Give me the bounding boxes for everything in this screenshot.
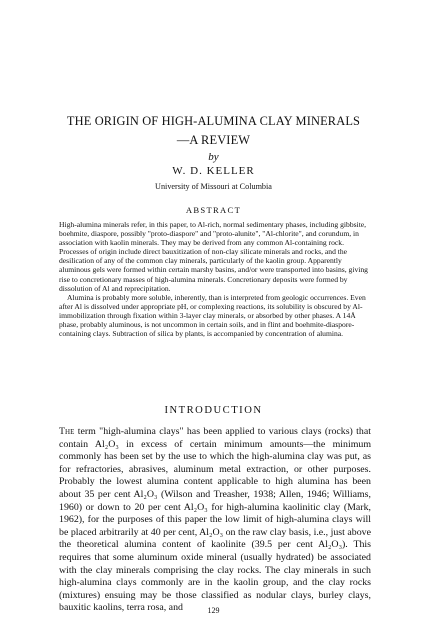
abstract-paragraph-2: Alumina is probably more soluble, inherently, than is interpreted from geologic occurrences. Even after Al is dissolved under appropriate pH, or complexing reactions, its solubility is obscured by Al-immobilization through fixation within 3-layer clay minerals, or absorbed by other phases. A 14Å phase, probably aluminous, is not uncommon in certain soils, and in flint and boehmite-diaspore-containing clays. Subtraction of silica by plants, is accompanied by concentration of alumina. (59, 292, 366, 339)
abstract-heading: ABSTRACT (185, 205, 242, 215)
byline-by: by (208, 151, 219, 163)
introduction-paragraph (59, 426, 371, 615)
introduction-heading: INTRODUCTION (164, 405, 263, 416)
abstract-body (59, 220, 371, 338)
author-affiliation: University of Missouri at Columbia (155, 182, 272, 191)
introduction-lead-word: The (59, 426, 75, 437)
author-name: W. D. KELLER (172, 165, 255, 177)
paper-title-line-2: —A REVIEW (176, 133, 251, 147)
page-number: 129 (207, 606, 220, 615)
introduction-text: term "high-alumina clays" has been applied to various clays (rocks) that contain Al₂O₃ in excess of certain minimum amounts—the minimum commonly has been set by the use to which the high-alumina clay was put, as for refractories, abrasives, aluminum metal extraction, or other purposes. Probably the lowest alumina content applicable to high alumina has been about 35 per cent Al₂O₃ (Wilson and Treasher, 1938; Allen, 1946; Williams, 1960) or down to 20 per cent Al₂O₃ for high-alumina kaolinitic clay (Mark, 1962), for the purposes of this paper the low limit of high-alumina clays will be placed arbitrarily at 40 per cent, Al₂O₃ on the raw clay basis, i.e., just above the theoretical alumina content of kaolinite (39.5 per cent Al₂O₃). This requires that some aluminum oxide mineral (usually hydrated) be associated with the clay minerals comprising the clay rocks. The clay minerals in such high-alumina clays commonly are in the kaolin group, and the clay rocks (mixtures) ensuing may be those classified as nodular clays, burley clays, bauxitic kaolins, terra rosa, and (59, 426, 371, 614)
abstract-paragraph-1: High-alumina minerals refer, in this paper, to Al-rich, normal sedimentary phases, including gibbsite, boehmite, diaspore, possibly "proto-diaspore" and "proto-alunite", "Al-chlorite", and corundum, in association with kaolin minerals. They may be derived from any common Al-containing rock. Processes of origin include direct bauxitization of non-clay silicate minerals and rocks, and the desilication of any of the common clay minerals, particularly of the kaolin group. Apparently aluminous gels were formed within certain marshy basins, and/or were transported into basins, giving rise to concretionary masses of high-alumina minerals. Concretionary deposits were formed by dissolution of Al and reprecipitation. (59, 220, 368, 293)
introduction-body (59, 426, 371, 615)
paper-title-line-1: THE ORIGIN OF HIGH-ALUMINA CLAY MINERALS (66, 114, 361, 128)
